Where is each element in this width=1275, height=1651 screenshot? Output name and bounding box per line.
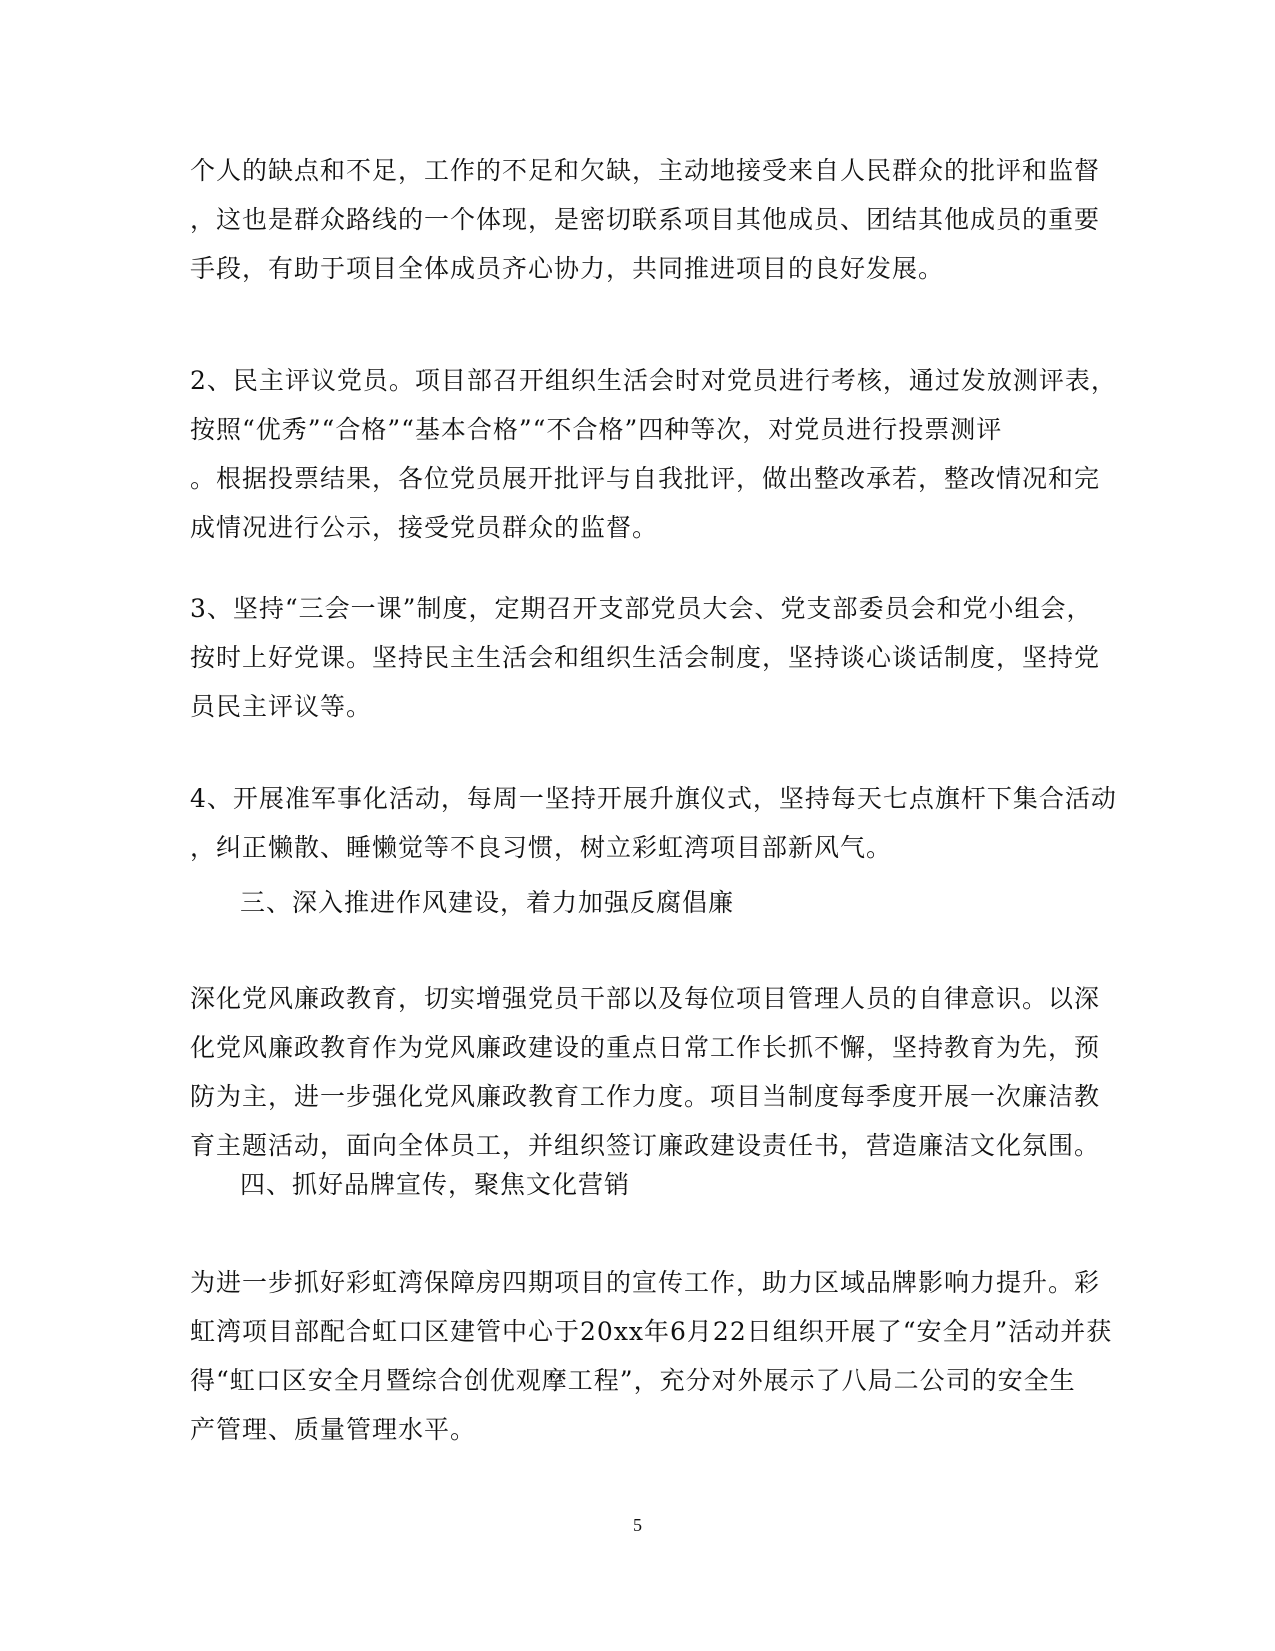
text-line: 按照“优秀”“合格”“基本合格”“不合格”四种等次，对党员进行投票测评	[190, 415, 1003, 444]
text-line: 得“虹口区安全月暨综合创优观摩工程”，充分对外展示了八局二公司的安全生	[190, 1366, 1076, 1395]
text-line: 手段，有助于项目全体成员齐心协力，共同推进项目的良好发展。	[190, 254, 945, 283]
text-line: ，这也是群众路线的一个体现，是密切联系项目其他成员、团结其他成员的重要	[190, 205, 1101, 234]
paragraph-item-2	[190, 356, 1117, 552]
paragraph-self-criticism	[190, 146, 1101, 293]
paragraph-anti-corruption	[190, 974, 1101, 1170]
text-line: 防为主，进一步强化党风廉政教育工作力度。项目当制度每季度开展一次廉洁教	[190, 1082, 1101, 1111]
text-line: 4、开展准军事化活动，每周一坚持开展升旗仪式，坚持每天七点旗杆下集合活动	[190, 784, 1117, 813]
paragraph-brand-promotion	[190, 1258, 1113, 1454]
paragraph-item-3	[190, 584, 1101, 731]
text-line: 员民主评议等。	[190, 692, 373, 721]
text-line: 个人的缺点和不足，工作的不足和欠缺，主动地接受来自人民群众的批评和监督	[190, 156, 1101, 185]
paragraph-item-4	[190, 774, 1117, 872]
text-line: 深化党风廉政教育，切实增强党员干部以及每位项目管理人员的自律意识。以深	[190, 984, 1101, 1013]
text-line: ，纠正懒散、睡懒觉等不良习惯，树立彩虹湾项目部新风气。	[190, 833, 893, 862]
text-line: 3、坚持“三会一课”制度，定期召开支部党员大会、党支部委员会和党小组会，	[190, 594, 1093, 623]
text-line: 虹湾项目部配合虹口区建管中心于20xx年6月22日组织开展了“安全月”活动并获	[190, 1317, 1113, 1346]
text-line: 产管理、质量管理水平。	[190, 1415, 477, 1444]
section-heading-3: 三、深入推进作风建设，着力加强反腐倡廉	[240, 888, 735, 917]
page-number: 5	[633, 1515, 642, 1535]
text-line: 。根据投票结果，各位党员展开批评与自我批评，做出整改承若，整改情况和完	[190, 464, 1101, 493]
text-line: 按时上好党课。坚持民主生活会和组织生活会制度，坚持谈心谈话制度，坚持党	[190, 643, 1101, 672]
text-line: 2、民主评议党员。项目部召开组织生活会时对党员进行考核，通过发放测评表，	[190, 366, 1117, 395]
text-line: 成情况进行公示，接受党员群众的监督。	[190, 513, 659, 542]
text-line: 育主题活动，面向全体员工，并组织签订廉政建设责任书，营造廉洁文化氛围。	[190, 1131, 1101, 1160]
section-heading-4: 四、抓好品牌宣传，聚焦文化营销	[240, 1170, 631, 1199]
text-line: 化党风廉政教育作为党风廉政建设的重点日常工作长抓不懈，坚持教育为先，预	[190, 1033, 1101, 1062]
text-line: 为进一步抓好彩虹湾保障房四期项目的宣传工作，助力区域品牌影响力提升。彩	[190, 1268, 1101, 1297]
